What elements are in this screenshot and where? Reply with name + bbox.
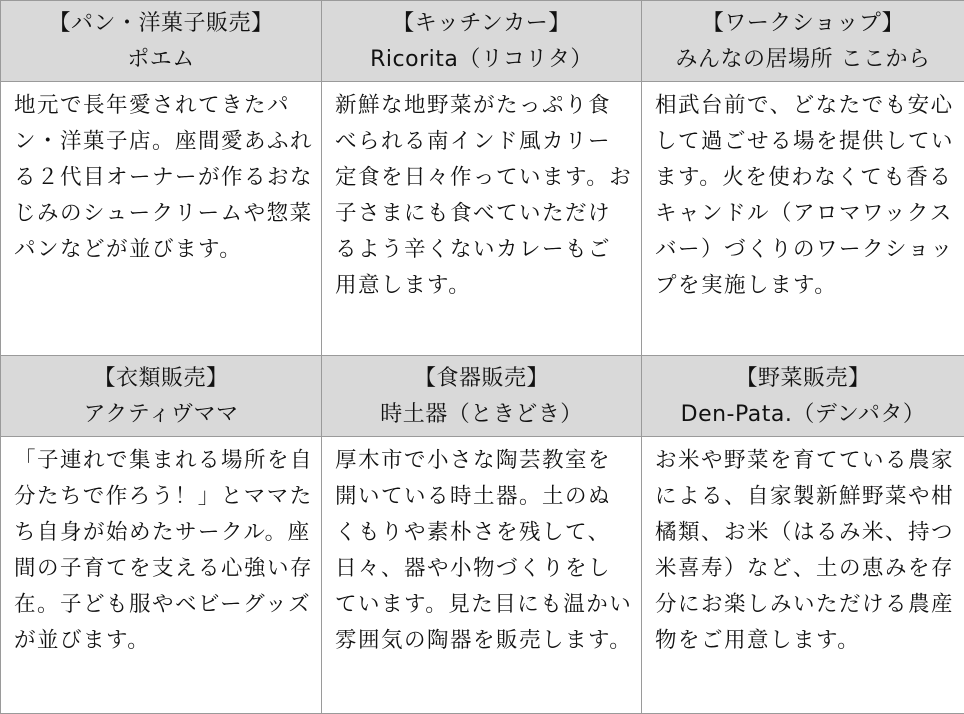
vendor-header-poem (0, 0, 322, 82)
vendor-description-ricorita: 新鮮な地野菜がたっぷり食べられる南インド風カリー定食を日々作っています。お子さまにも食べていただけるよう辛くないカレーもご用意します。 (322, 82, 642, 356)
vendor-description-kokokara: 相武台前で、どなたでも安心して過ごせる場を提供しています。火を使わなくても香るキャンドル（アロマワックスバー）づくりのワークショップを実施します。 (642, 82, 964, 356)
vendor-category: 【野菜販売】 (735, 366, 871, 391)
vendor-description-denpata: お米や野菜を育てている農家による、自家製新鮮野菜や柑橘類、お米（はるみ米、持つ米喜寿）など、土の恵みを存分にお楽しみいただける農産物をご用意します。 (642, 437, 964, 714)
vendor-category: 【キッチンカー】 (392, 11, 571, 36)
vendor-category: 【ワークショップ】 (701, 11, 905, 36)
vendor-category: 【衣類販売】 (93, 366, 229, 391)
vendor-name: Ricorita（リコリタ） (370, 47, 593, 72)
vendor-name: 時土器（ときどき） (380, 402, 583, 427)
vendor-category: 【パン・洋菓子販売】 (48, 11, 274, 36)
vendor-header-active-mama (0, 356, 322, 437)
vendor-description-active-mama: 「子連れで集まれる場所を自分たちで作ろう！」とママたち自身が始めたサークル。座間の子育てを支える心強い存在。子ども服やベビーグッズが並びます。 (0, 437, 322, 714)
vendor-name: Den-Pata.（デンパタ） (680, 402, 926, 427)
vendor-name: ポエム (127, 47, 195, 72)
vendor-name: アクティヴママ (83, 402, 239, 427)
vendor-header-denpata (642, 356, 964, 437)
vendor-header-tokidoki (322, 356, 642, 437)
vendor-header-ricorita (322, 0, 642, 82)
vendor-header-kokokara (642, 0, 964, 82)
vendor-category: 【食器販売】 (413, 366, 549, 391)
vendor-description-poem: 地元で長年愛されてきたパン・洋菓子店。座間愛あふれる２代目オーナーが作るおなじみのシュークリームや惣菜パンなどが並びます。 (0, 82, 322, 356)
vendor-name: みんなの居場所 ここから (675, 47, 931, 72)
vendor-description-tokidoki: 厚木市で小さな陶芸教室を開いている時土器。土のぬくもりや素朴さを残して、日々、器や小物づくりをしています。見た目にも温かい雰囲気の陶器を販売します。 (322, 437, 642, 714)
